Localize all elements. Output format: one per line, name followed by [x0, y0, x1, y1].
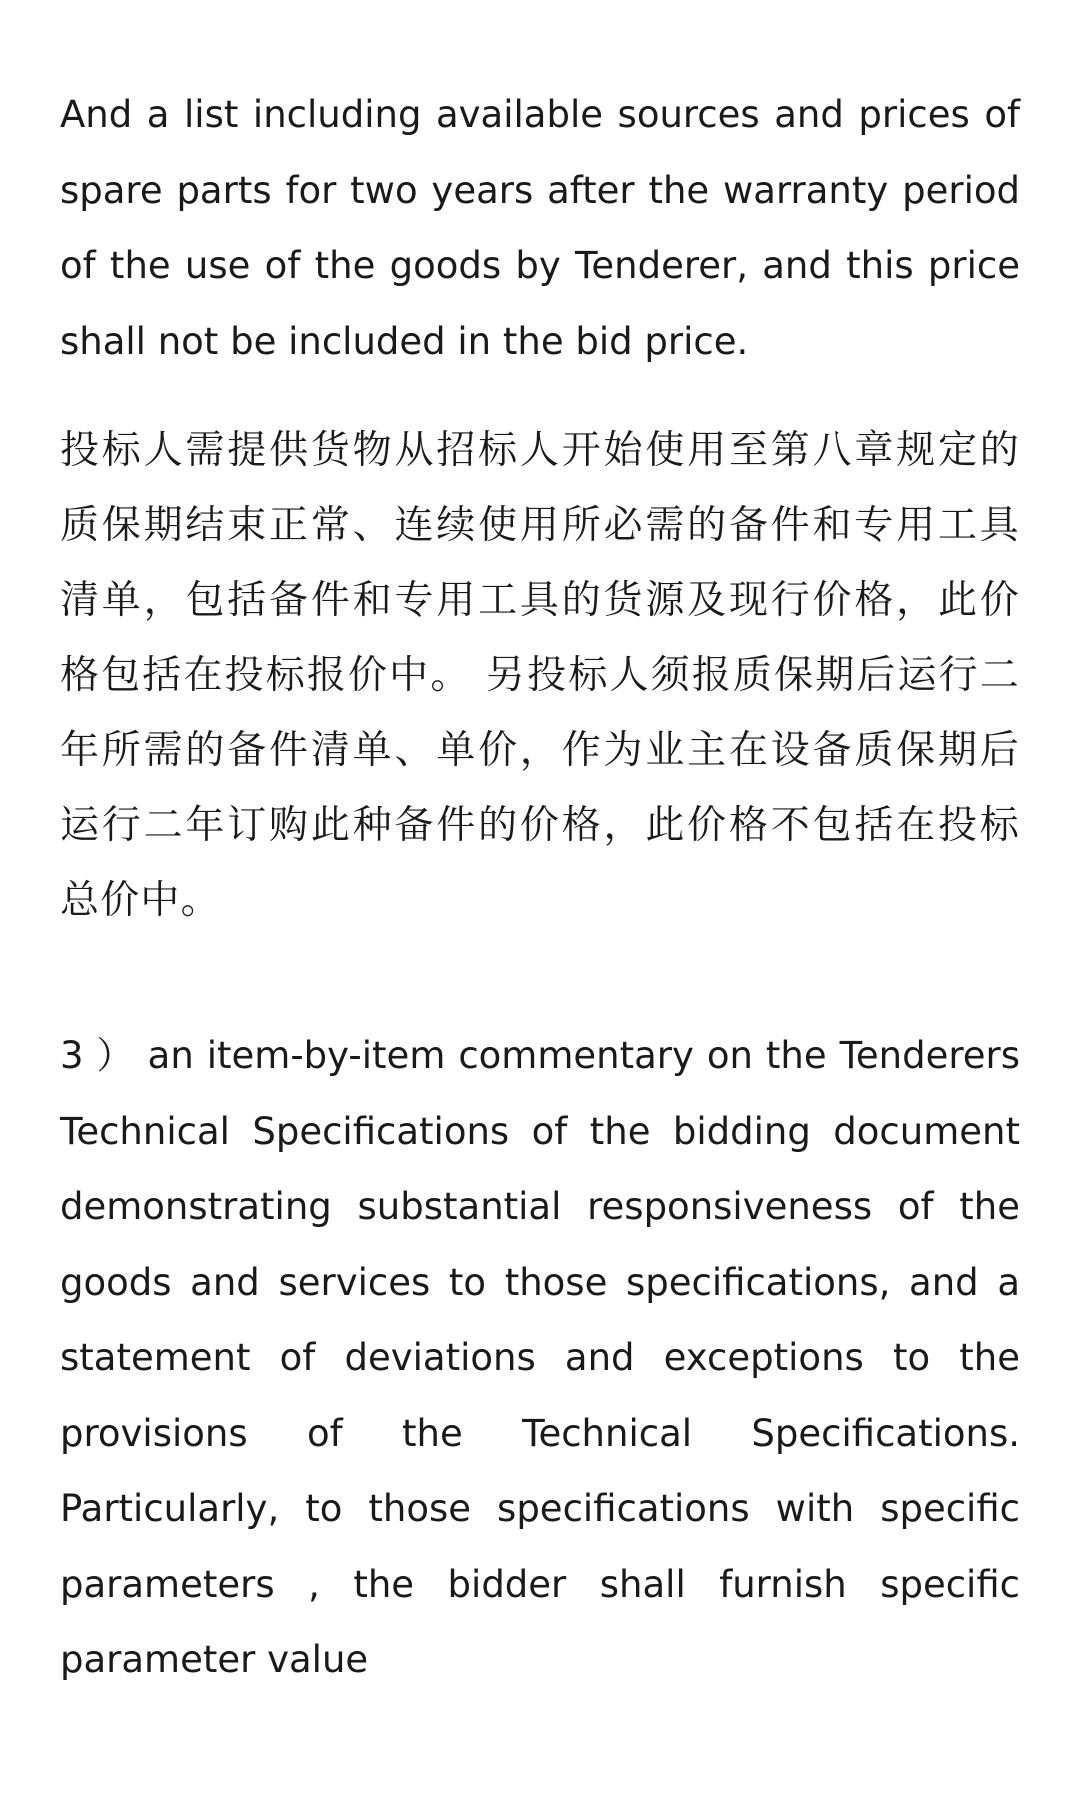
- paragraph-spare-parts-english: And a list including available sources and prices of spare parts for two years after the warranty period of the use of the goods by Tenderer, and this price shall not be included in the bid price.: [60, 93, 1020, 363]
- paragraph-technical-commentary: 3 ） an item-by-item commentary on the Tenderers Technical Specifications of the bidding document demonstrating substantial responsiveness of the goods and services to those specifications, and a statement of deviations and exceptions to the provisions of the Technical Specifications. Particularly, to those specifications with specific parameters , the bidder shall furnish specific parameter value: [60, 1034, 1020, 1681]
- paragraph-spare-parts-chinese: 投标人需提供货物从招标人开始使用至第八章规定的质保期结束正常、连续使用所必需的备件和专用工具清单，包括备件和专用工具的货源及现行价格，此价格包括在投标报价中。 另投标人须报质保期后运行二年所需的备件清单、单价，作为业主在设备质保期后运行二年订购此种备件的价格，此价格不包括在投标总价中。: [60, 428, 1020, 923]
